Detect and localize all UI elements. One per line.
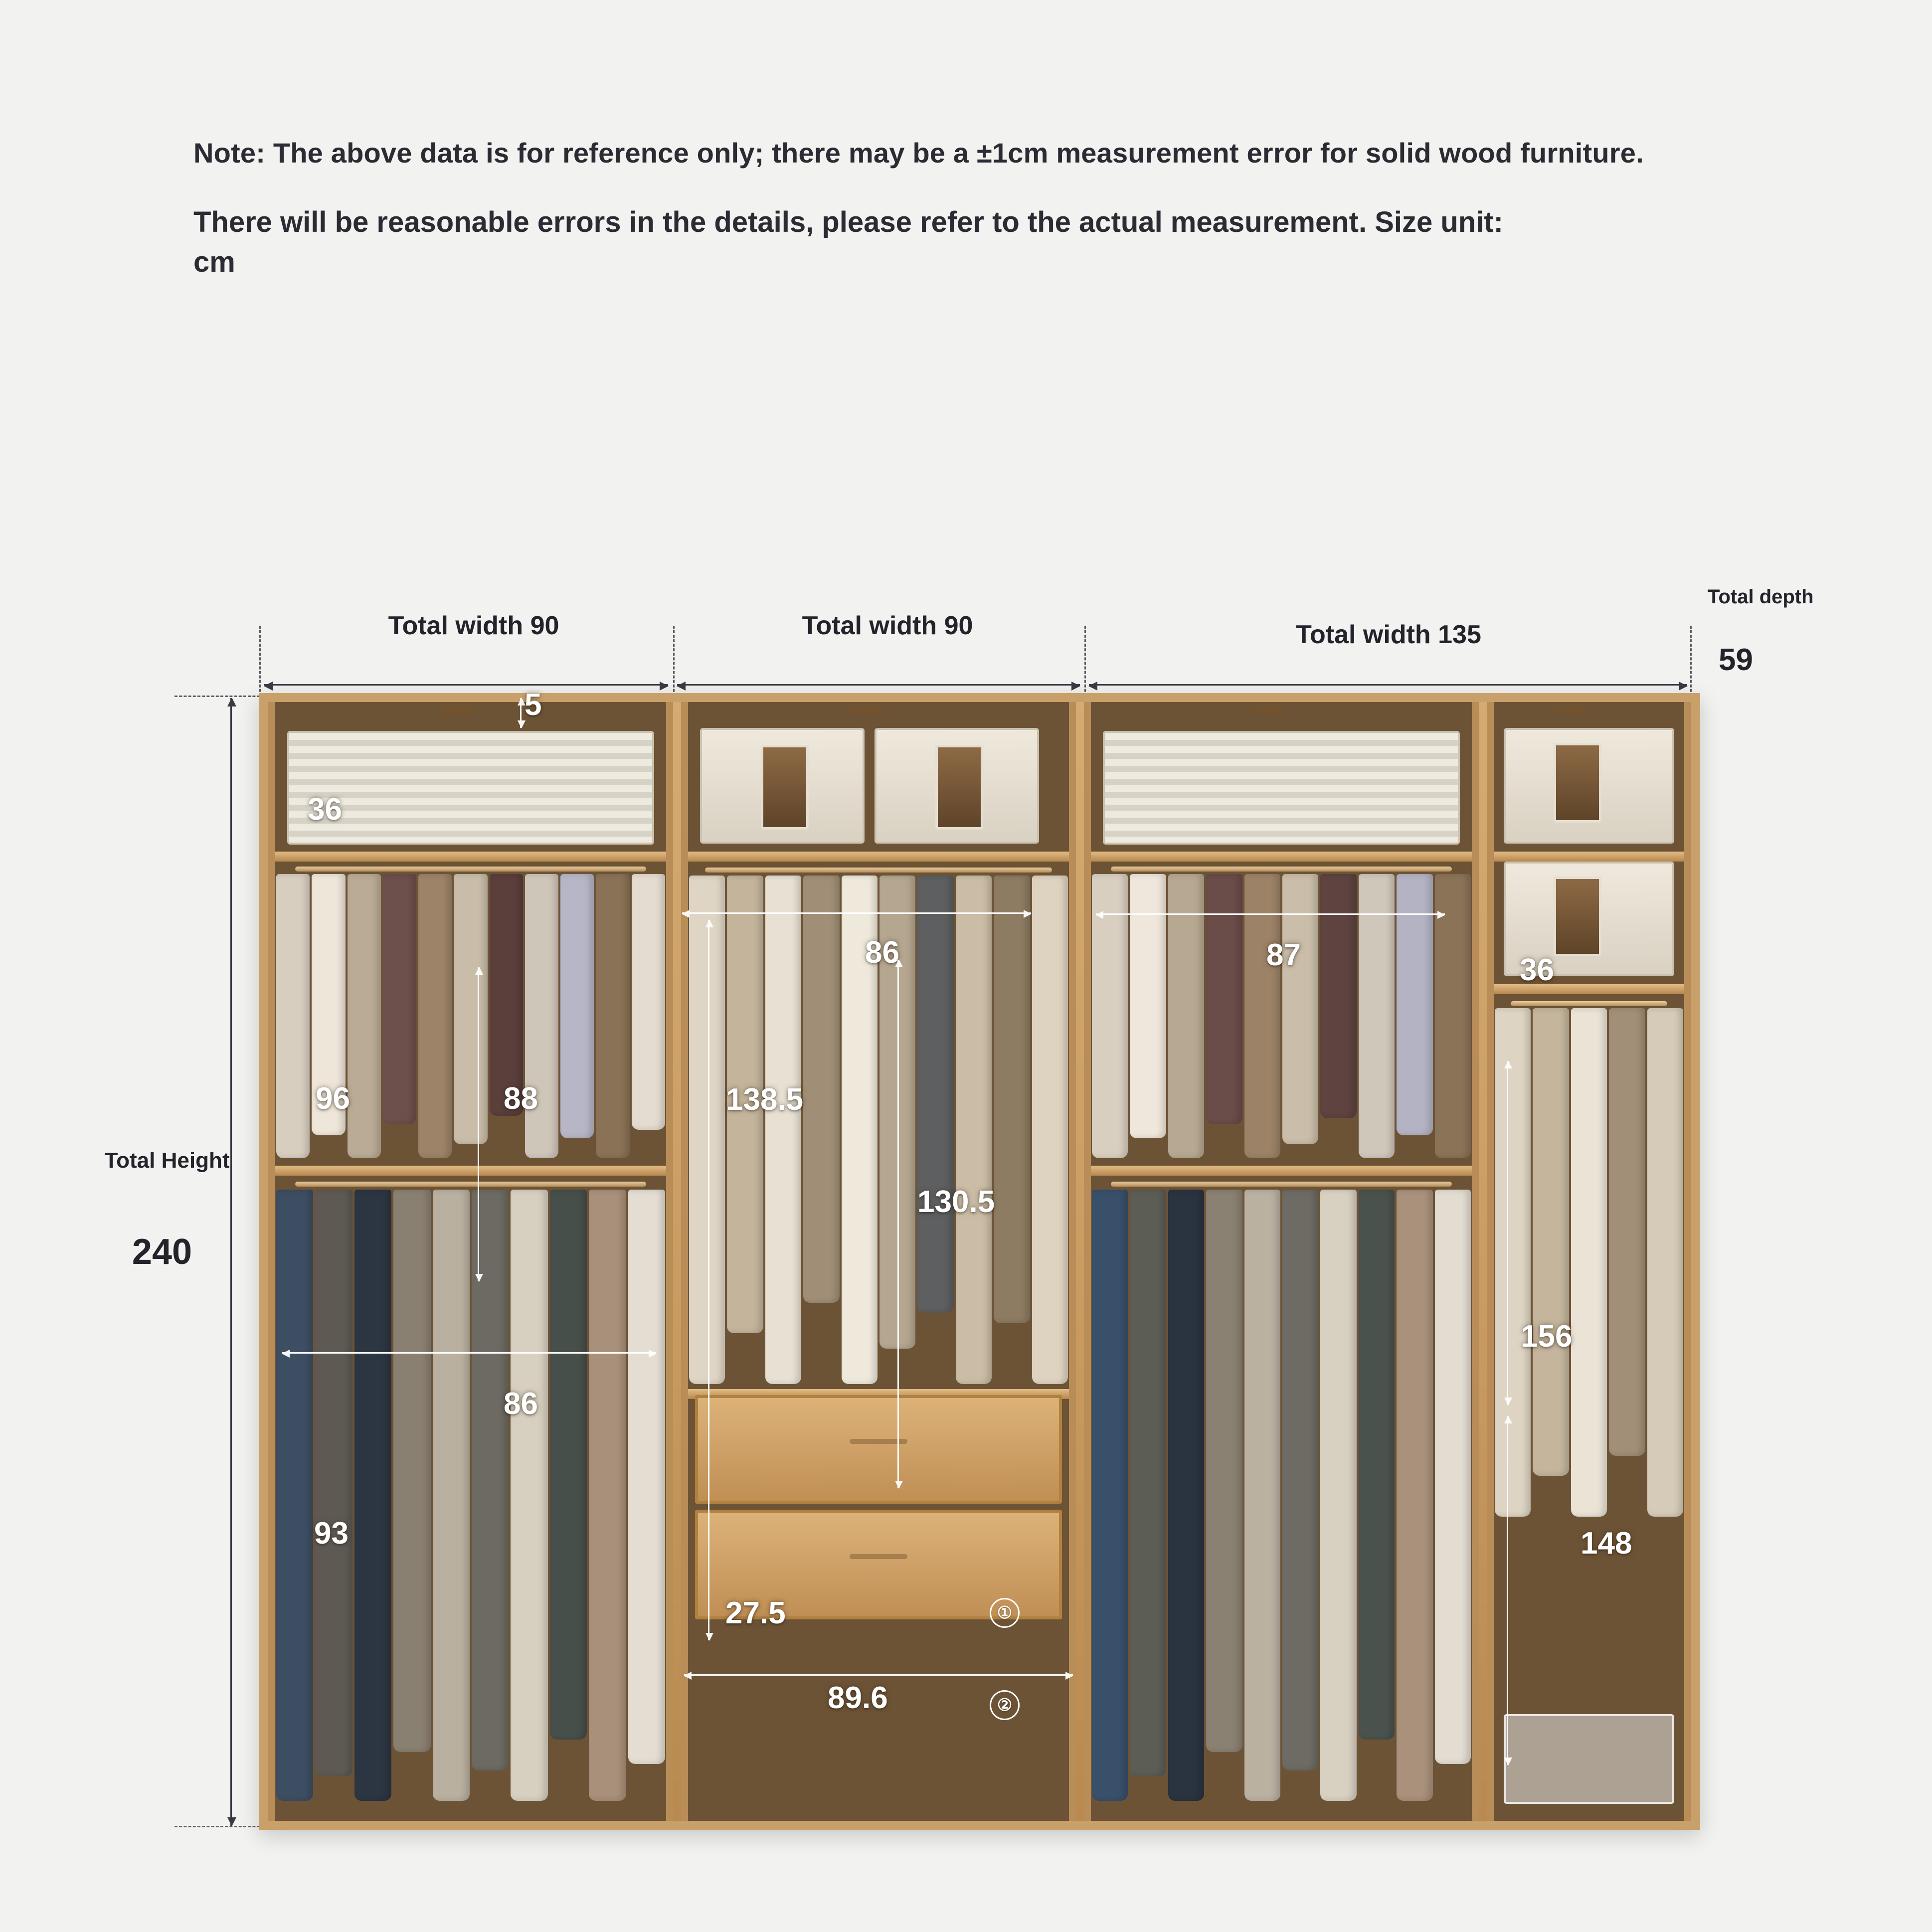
bay3-shelf-mid bbox=[1091, 1166, 1472, 1176]
garment bbox=[1359, 1190, 1395, 1740]
wardrobe-bay-3 bbox=[1084, 702, 1479, 1821]
bay1-top-handle bbox=[440, 707, 475, 713]
garment bbox=[315, 1190, 352, 1776]
bay2-box-window-left bbox=[761, 745, 809, 830]
value-total-height: 240 bbox=[132, 1232, 192, 1272]
note-actual-measurement: There will be reasonable errors in the details, please refer to the actual measurement. Size unit: cm bbox=[193, 205, 1503, 278]
garment bbox=[490, 874, 523, 1116]
bay4-top-handle bbox=[1554, 707, 1588, 713]
extension-line-bottom bbox=[175, 1826, 269, 1827]
rule-bay2-drawer-2 bbox=[684, 1674, 1073, 1676]
dim-bay1-hang-left: 96 bbox=[316, 1081, 350, 1116]
wardrobe-bay-2 bbox=[681, 702, 1076, 1821]
dim-bay2-hang-left: 138.5 bbox=[726, 1082, 804, 1117]
rule-bay4-lower bbox=[1507, 1416, 1508, 1765]
garment bbox=[1282, 1190, 1318, 1770]
garment bbox=[511, 1190, 547, 1801]
rule-top-gap bbox=[520, 698, 522, 728]
garment bbox=[765, 876, 801, 1384]
garment bbox=[354, 1190, 391, 1801]
dim-bay1-hang-right: 88 bbox=[504, 1081, 538, 1116]
garment bbox=[1244, 1190, 1280, 1801]
dim-bay4-hang: 156 bbox=[1521, 1319, 1573, 1354]
bay3-clothes-upper bbox=[1091, 874, 1472, 1158]
label-total-width-bay2: Total width 90 bbox=[802, 611, 973, 640]
bay2-rail bbox=[705, 868, 1052, 873]
garment bbox=[1320, 874, 1356, 1118]
rule-bay1-hang-right bbox=[478, 967, 479, 1281]
dim-bay1-top-box: 36 bbox=[308, 792, 342, 827]
garment bbox=[917, 876, 953, 1313]
garment bbox=[393, 1190, 430, 1752]
dim-bay4-lower: 148 bbox=[1581, 1526, 1632, 1561]
garment bbox=[1397, 1190, 1432, 1801]
garment bbox=[1032, 876, 1068, 1384]
wardrobe-bay-4 bbox=[1487, 702, 1691, 1821]
garment bbox=[550, 1190, 587, 1740]
bay4-storage-box-top bbox=[1504, 728, 1674, 844]
garment bbox=[383, 874, 416, 1124]
bay4-box-window-mid bbox=[1554, 877, 1601, 956]
extension-line-top bbox=[175, 696, 269, 697]
bay1-rail-lower bbox=[295, 1182, 646, 1187]
dim-bay3-rail-width: 87 bbox=[1266, 938, 1301, 972]
dim-bay1-lower-height: 93 bbox=[314, 1516, 349, 1551]
dim-bay2-rail-width: 86 bbox=[865, 935, 899, 970]
label-total-width-bay3: Total width 135 bbox=[1296, 620, 1481, 649]
bay1-storage-box bbox=[287, 731, 654, 845]
garment bbox=[1609, 1008, 1645, 1456]
garment bbox=[1647, 1008, 1683, 1517]
garment bbox=[1571, 1008, 1607, 1517]
wardrobe-illustration bbox=[259, 693, 1700, 1830]
garment bbox=[1533, 1008, 1569, 1476]
garment bbox=[433, 1190, 470, 1801]
bay2-box-window-right bbox=[935, 745, 983, 830]
dim-bay1-lower-width: 86 bbox=[504, 1387, 538, 1421]
rule-bay2-hang-left bbox=[708, 920, 709, 1640]
bay4-shelf-1 bbox=[1494, 852, 1684, 862]
bay4-rail bbox=[1511, 1001, 1667, 1006]
garment bbox=[1435, 1190, 1471, 1764]
garment bbox=[803, 876, 839, 1303]
garment bbox=[1092, 1190, 1128, 1801]
label-total-width-bay1: Total width 90 bbox=[388, 611, 559, 640]
bay2-drawer-1 bbox=[695, 1395, 1062, 1504]
bay2-storage-box-right bbox=[875, 728, 1039, 844]
garment bbox=[689, 876, 725, 1384]
garment bbox=[1206, 874, 1242, 1124]
callout-two: ② bbox=[990, 1690, 1020, 1720]
label-total-height: Total Height bbox=[104, 1148, 230, 1173]
garment bbox=[1320, 1190, 1356, 1801]
garment bbox=[276, 874, 310, 1158]
bay4-clothes bbox=[1494, 1008, 1684, 1517]
rule-bay2-width bbox=[682, 912, 1031, 914]
garment bbox=[994, 876, 1030, 1323]
dim-bay2-hang-right: 130.5 bbox=[917, 1185, 995, 1219]
bay1-clothes-lower bbox=[275, 1190, 666, 1801]
garment bbox=[1168, 1190, 1204, 1801]
rule-bay3-width bbox=[1096, 913, 1445, 915]
garment bbox=[1130, 1190, 1166, 1776]
bay3-rail-lower bbox=[1111, 1182, 1452, 1187]
bay3-rail-upper bbox=[1111, 867, 1452, 872]
garment bbox=[1168, 874, 1204, 1158]
wardrobe-bay-1 bbox=[268, 702, 673, 1821]
garment bbox=[956, 876, 992, 1384]
bay1-shelf-mid bbox=[275, 1166, 666, 1176]
bay4-box-window-top bbox=[1554, 743, 1601, 823]
bay2-top-handle bbox=[848, 707, 882, 713]
value-total-depth: 59 bbox=[1719, 643, 1753, 677]
bay3-clothes-lower bbox=[1091, 1190, 1472, 1801]
bay2-shelf-top bbox=[688, 852, 1069, 862]
dim-top-gap: 5 bbox=[525, 688, 542, 722]
dimension-rule-width-bay1 bbox=[264, 684, 668, 686]
garment bbox=[628, 1190, 665, 1764]
garment bbox=[1206, 1190, 1242, 1752]
rule-bay4-hang bbox=[1507, 1061, 1508, 1405]
dim-bay2-drawer-2: 89.6 bbox=[828, 1681, 888, 1715]
bay3-top-handle bbox=[1250, 707, 1285, 713]
dim-bay2-drawer-1: 27.5 bbox=[725, 1596, 786, 1630]
dimension-rule-width-bay2 bbox=[677, 684, 1080, 686]
rule-bay2-hang-right bbox=[897, 960, 899, 1488]
callout-one: ① bbox=[990, 1598, 1020, 1628]
label-total-depth: Total depth bbox=[1708, 586, 1814, 608]
dimension-rule-total-height bbox=[230, 698, 232, 1826]
garment bbox=[418, 874, 452, 1158]
dim-bay4-box-width: 36 bbox=[1520, 953, 1554, 987]
garment bbox=[1244, 874, 1280, 1158]
garment bbox=[560, 874, 594, 1138]
bay1-rail-upper bbox=[295, 867, 646, 872]
garment bbox=[276, 1190, 313, 1801]
garment bbox=[1359, 874, 1395, 1158]
bay1-shelf-top bbox=[275, 852, 666, 862]
garment bbox=[589, 1190, 626, 1801]
rule-bay1-lower-width bbox=[282, 1352, 656, 1354]
garment bbox=[1495, 1008, 1531, 1517]
bay3-shelf-top bbox=[1091, 852, 1472, 862]
garment bbox=[348, 874, 381, 1158]
garment bbox=[632, 874, 665, 1130]
bay3-storage-box bbox=[1103, 731, 1460, 845]
bay2-storage-box-left bbox=[700, 728, 865, 844]
note-reference-error: Note: The above data is for reference only; there may be a ±1cm measurement error for solid wood furniture. bbox=[193, 137, 1644, 169]
garment bbox=[596, 874, 629, 1158]
dimension-rule-width-bay3 bbox=[1089, 684, 1687, 686]
bay4-clear-bin bbox=[1504, 1714, 1674, 1804]
garment bbox=[454, 874, 487, 1144]
